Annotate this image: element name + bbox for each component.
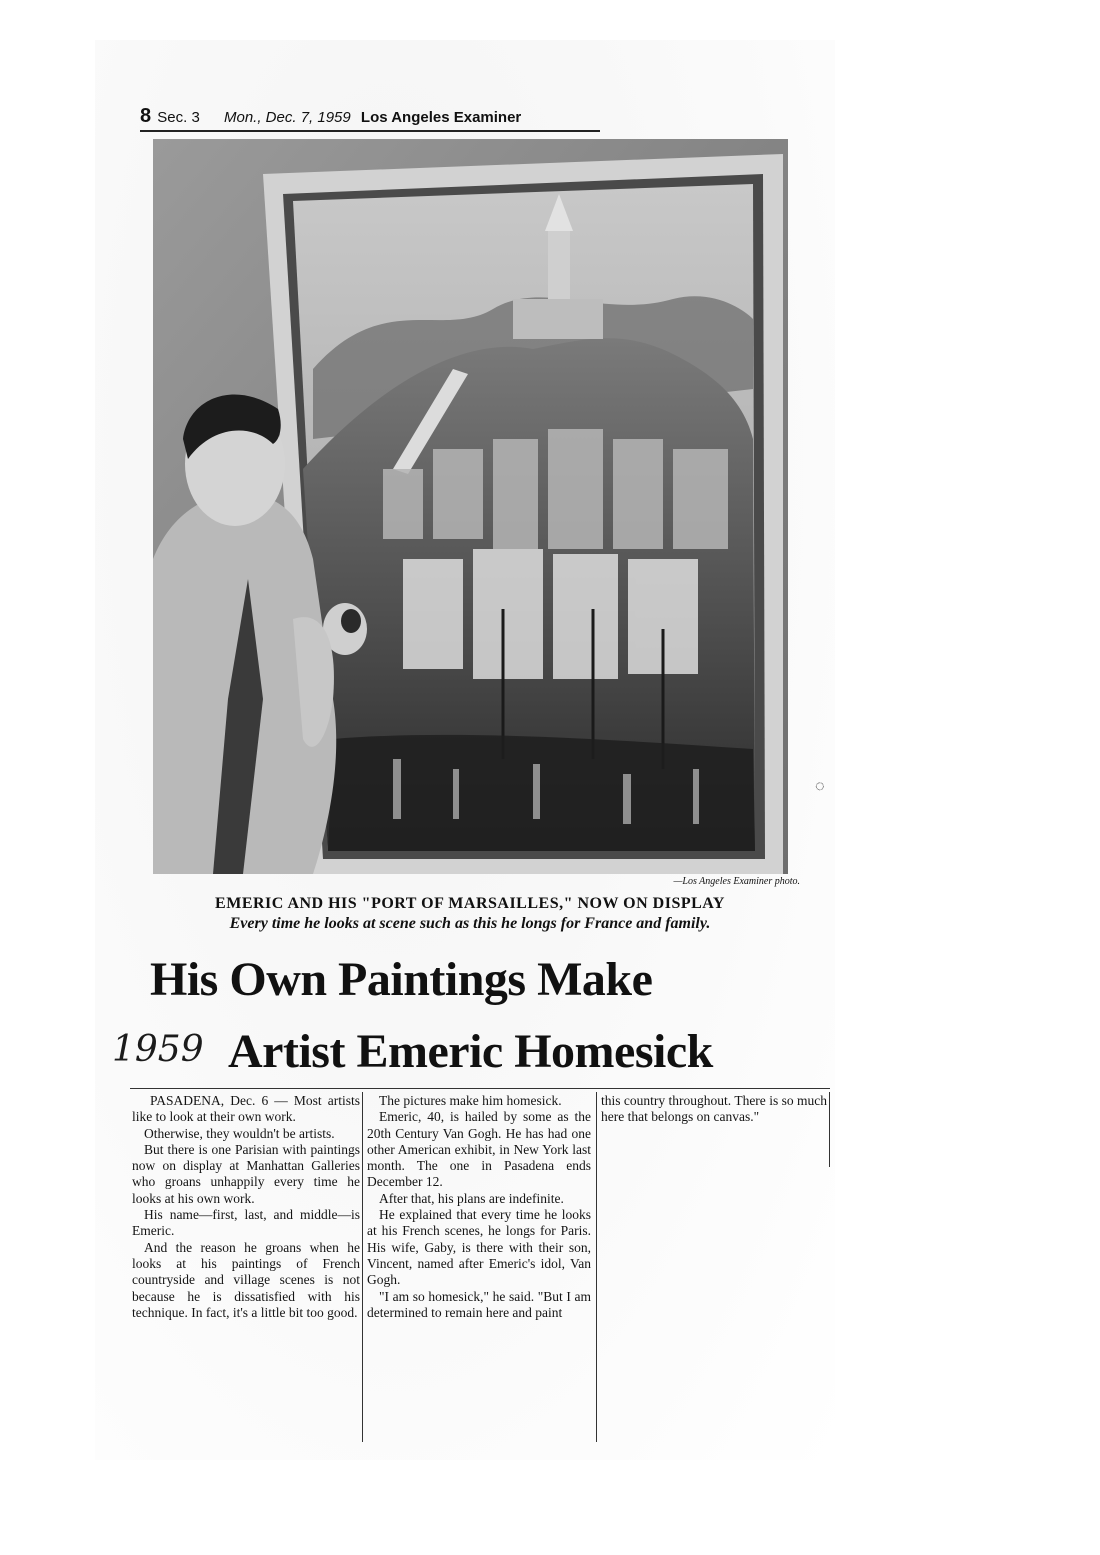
paragraph: The pictures make him homesick.	[379, 1093, 562, 1108]
headline-line-1: His Own Paintings Make	[150, 953, 653, 1006]
photo-caption-title: EMERIC AND HIS "PORT OF MARSAILLES," NOW ON DISPLAY	[215, 895, 725, 912]
paragraph: "I am so homesick," he said. "But I am determined to remain here and paint	[367, 1288, 591, 1320]
column-divider-2	[596, 1092, 597, 1442]
column-divider-3	[829, 1092, 830, 1167]
newspaper-name: Los Angeles Examiner	[360, 109, 522, 126]
paragraph: After that, his plans are indefinite.	[379, 1190, 564, 1206]
section-label: Sec. 3	[157, 109, 200, 126]
paragraph: His name—first, last, and middle—is Emeric.	[132, 1207, 360, 1239]
paragraph: this country throughout. There is so much here that belongs on canvas."	[601, 1093, 827, 1125]
article-column-2	[367, 1093, 591, 1321]
publication-date: Mon., Dec. 7, 1959	[224, 109, 351, 126]
photo-illustration	[153, 139, 788, 874]
scan-mark: ◌	[815, 778, 825, 795]
paragraph: Otherwise, they wouldn't be artists.	[144, 1125, 335, 1141]
paragraph: Emeric, 40, is hailed by some as the 20th Century Van Gogh. He has had one other American exhibit, in New York last month. The one in Pasadena ends December 12.	[367, 1109, 591, 1190]
article-column-1	[132, 1093, 360, 1321]
headline-line-2: Artist Emeric Homesick	[228, 1025, 713, 1078]
paragraph: And the reason he groans when he looks at his paintings of French countryside and village scenes is not because he is dissatisfied with his technique. In fact, it's a little bit too good.	[132, 1239, 360, 1320]
paragraph: But there is one Parisian with paintings now on display at Manhattan Galleries who groans unhappily every time he looks at his own work.	[132, 1141, 360, 1206]
paragraph: PASADENA, Dec. 6 — Most artists like to look at their own work.	[132, 1093, 360, 1125]
paragraph: He explained that every time he looks at his French scenes, he longs for Paris. His wife, Gaby, is there with their son, Vincent, named after Emeric's idol, Van Gogh.	[367, 1207, 591, 1288]
article-column-3	[601, 1093, 827, 1126]
painting-port-of-marsailles	[293, 184, 755, 851]
photo-caption-subtitle: Every time he looks at scene such as this he longs for France and family.	[229, 915, 711, 932]
handwritten-year-note: 1959	[112, 1029, 204, 1070]
article-top-rule	[130, 1088, 830, 1089]
newspaper-header	[140, 104, 600, 132]
column-divider-1	[362, 1092, 363, 1442]
photo-credit: —Los Angeles Examiner photo.	[673, 876, 800, 887]
page-number: 8	[140, 105, 152, 127]
article-photo	[153, 139, 788, 874]
